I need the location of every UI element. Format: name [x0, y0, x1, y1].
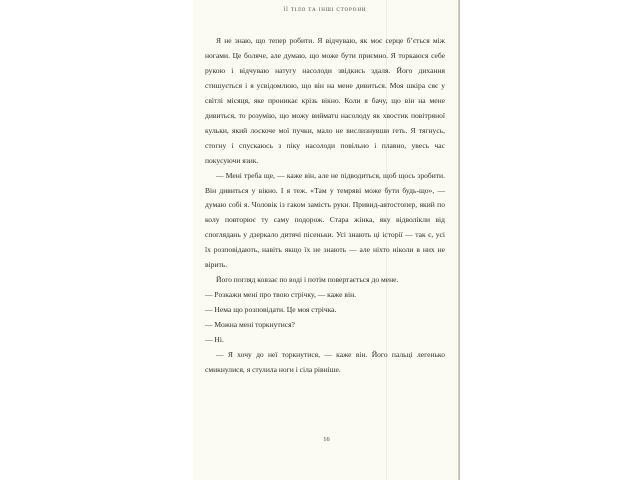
body-paragraph-4: — Я хочу до неї торкнутися, — каже він. Його пальці легенько смикнулися, я стулила ноги і сіла рівніше.: [205, 350, 445, 374]
page-content-area: [193, 0, 460, 480]
body-paragraph-1: Я не знаю, що тепер робити. Я відчуваю, як моє серце б’ється між ногами. Це боляче, але думаю, що може бути приємно. Я торкаюся себе рукою і відчуваю натугу насолоди звідкись здаля. Його дихання стишується і я усвідомлюю, що він на мене дивиться. Моя шкіра сяє у світлі місяця, яке проникає крізь вікно. Коли я бачу, що він на мене дивиться, то розумію, що можу вийматu насолоду як хвостик повітряної кульки, який лоскоче мої пучки, мало не вислизнувши геть. Я тягнусь, стогну і спускаюсь з піку насолоди повільно і плавно, увесь час покусуючи язик.: [205, 36, 445, 165]
body-paragraph-3: Його погляд ковзає по воді і потім повертається до мене.: [216, 275, 399, 285]
book-page: [193, 0, 460, 480]
body-paragraph-2: — Мені треба ще, — каже він, але не підводиться, щоб щось зробити. Він дивиться у вікно. І я теж. «Там у темряві може бути будь-що», — думаю собі я. Чоловік із гаком замість руки. Привид-автостопер, який по колу повторює ту саму подорож. Стара жінка, яку відволікли від споглядань у дзеркало дитячі пісеньки. Усі знають ці історії — так є, усі їх розповідають, навіть якщо їх не знають — але ніхто ніколи в них не вірить.: [205, 170, 445, 270]
dialogue-line-4: — Ні.: [205, 335, 224, 345]
page-edge-right: [458, 0, 460, 480]
running-head: ЇЇ ТІЛО ТА ІНШІ СТОРОНИ: [283, 7, 367, 13]
dialogue-line-2: — Нема що розповідати. Це моя стрічка.: [205, 305, 337, 315]
dialogue-line-3: — Можна мені торкнутися?: [205, 320, 295, 330]
dialogue-line-1: — Розкажи мені про твою стрічку, — каже він.: [205, 290, 356, 300]
page-number: 16: [323, 436, 330, 443]
